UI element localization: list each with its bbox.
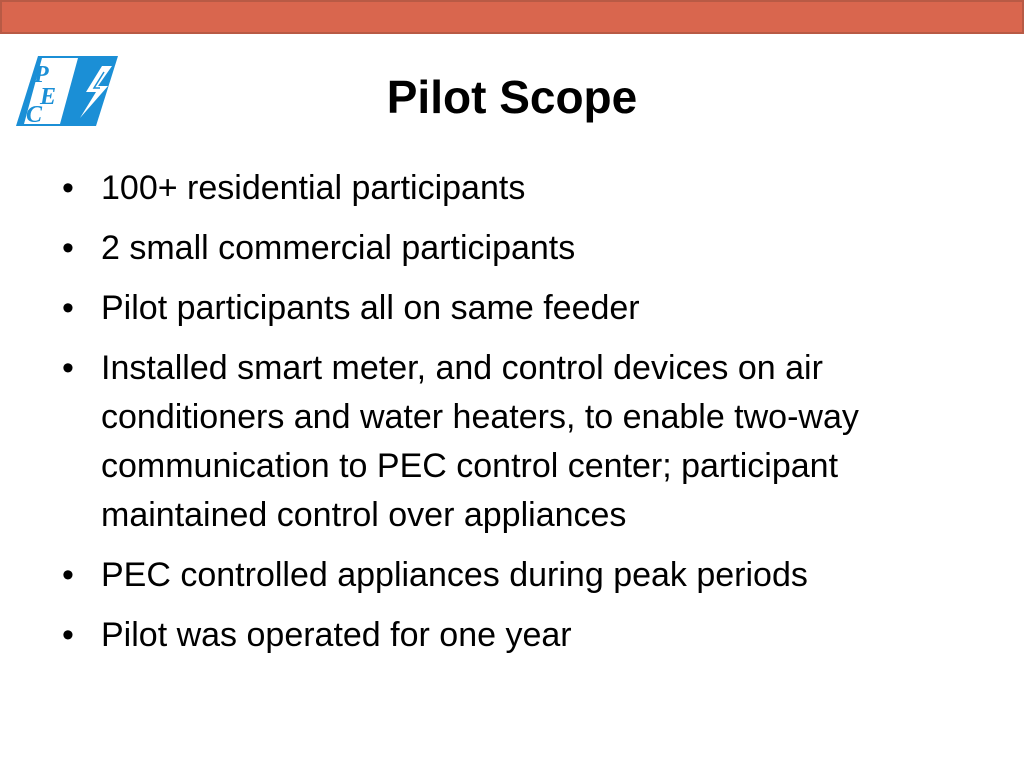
slide-title: Pilot Scope: [386, 71, 638, 123]
bullet-marker: •: [62, 169, 74, 207]
logo-letter-c: C: [26, 102, 43, 128]
bullet-item: [62, 611, 972, 660]
bullet-item: [62, 284, 972, 333]
bullet-list: [62, 164, 972, 671]
bullet-text: 100+ residential participants: [101, 169, 526, 207]
bullet-marker: •: [62, 289, 74, 327]
bullet-text: Pilot participants all on same feeder: [101, 289, 640, 327]
logo-letter-e: E: [40, 84, 57, 110]
bullet-text: PEC controlled appliances during peak periods: [101, 556, 808, 594]
bullet-marker: •: [62, 229, 74, 267]
bullet-text: Pilot was operated for one year: [101, 616, 572, 654]
bullet-item: [62, 224, 972, 273]
bullet-text: Installed smart meter, and control devices on air conditioners and water heaters, to enable two-way communication to PEC control center; participant maintained control over appliances: [101, 349, 859, 534]
top-accent-bar: [0, 0, 1024, 34]
bullet-text: 2 small commercial participants: [101, 229, 576, 267]
bullet-marker: •: [62, 556, 74, 594]
bullet-item: [62, 551, 972, 600]
bullet-item: [62, 344, 972, 540]
bullet-item: [62, 164, 972, 213]
bullet-marker: •: [62, 616, 74, 654]
bullet-marker: •: [62, 349, 74, 387]
logo-letter-p: P: [34, 62, 49, 88]
